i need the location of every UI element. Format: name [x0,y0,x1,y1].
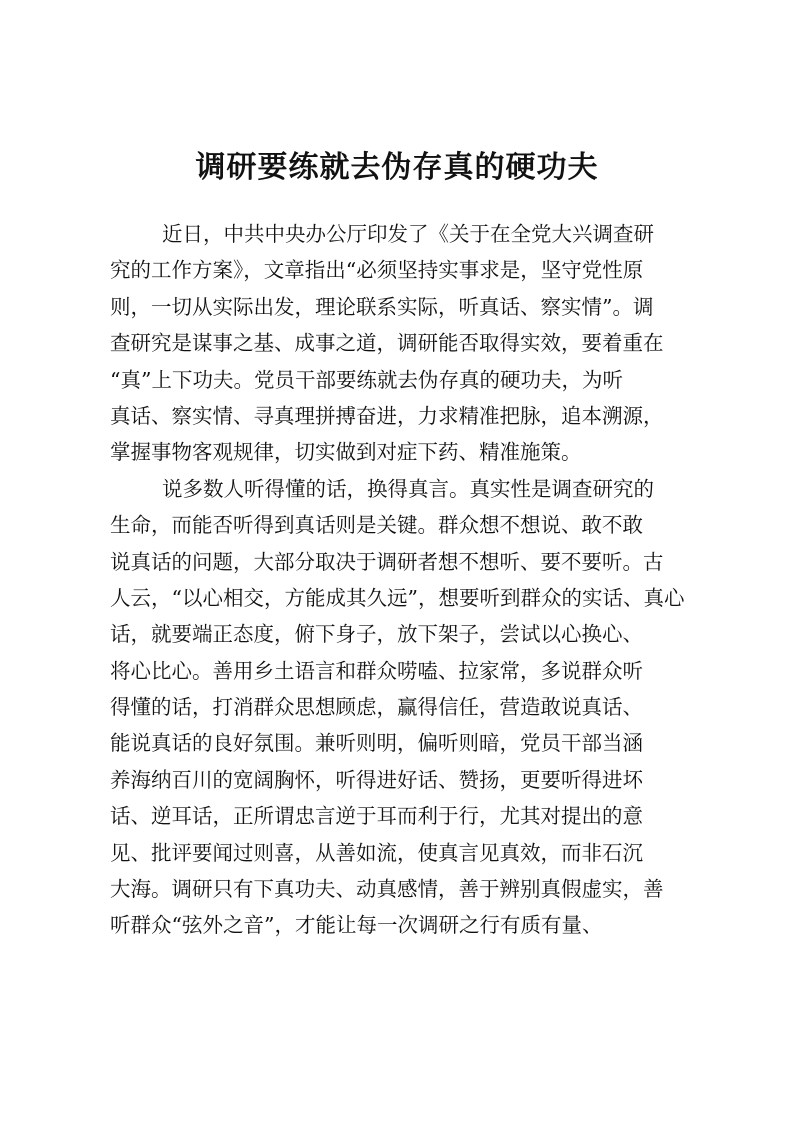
paragraph-line: 见、批评要闻过则喜，从善如流，使真言见真效，而非石沉 [110,840,643,865]
paragraph-line: 查研究是谋事之基、成事之道，调研能否取得实效，要着重在 [110,331,664,356]
paragraph-line: 人云，“以心相交，方能成其久远”，想要听到群众的实话、真心 [110,585,685,610]
paragraph-line: “真”上下功夫。党员干部要练就去伪存真的硬功夫，为听 [110,367,623,392]
document-body [110,216,690,944]
paragraph-line: 大海。调研只有下真功夫、动真感情，善于辨别真假虚实，善 [110,877,664,902]
paragraph-line: 究的工作方案》，文章指出“必须坚持实事求是，坚守党性原 [110,258,644,283]
paragraph-line: 听群众“弦外之音”，才能让每一次调研之行有质有量、 [110,913,603,938]
paragraph-line: 话，就要端正态度，俯下身子，放下架子，尝试以心换心、 [110,622,643,647]
paragraph-line: 近日，中共中央办公厅印发了《关于在全党大兴调查研 [162,222,654,246]
paragraph-line: 话、逆耳话，正所谓忠言逆于耳而利于行，尤其对提出的意 [110,804,643,829]
paragraph-line: 得懂的话，打消群众思想顾虑，赢得信任，营造敢说真话、 [110,695,643,720]
paragraph-line: 生命，而能否听得到真话则是关键。群众想不想说、敢不敢 [110,513,643,538]
paragraph-2 [110,471,690,944]
document-title: 调研要练就去伪存真的硬功夫 [195,150,599,185]
paragraph-line: 说多数人听得懂的话，换得真言。真实性是调查研究的 [162,476,654,501]
paragraph-line: 真话、察实情、寻真理拼搏奋进，力求精准把脉，追本溯源， [110,403,664,428]
paragraph-line: 掌握事物客观规律，切实做到对症下药、精准施策。 [110,440,582,465]
paragraph-line: 养海纳百川的宽阔胸怀，听得进好话、赞扬，更要听得进坏 [110,767,643,792]
paragraph-1 [110,216,690,471]
paragraph-line: 说真话的问题，大部分取决于调研者想不想听、要不要听。古 [110,549,664,574]
paragraph-line: 将心比心。善用乡土语言和群众唠嗑、拉家常，多说群众听 [110,658,643,683]
paragraph-line: 能说真话的良好氛围。兼听则明，偏听则暗，党员干部当涵 [110,731,643,756]
paragraph-line: 则，一切从实际出发，理论联系实际，听真话、察实情”。调 [110,294,654,319]
